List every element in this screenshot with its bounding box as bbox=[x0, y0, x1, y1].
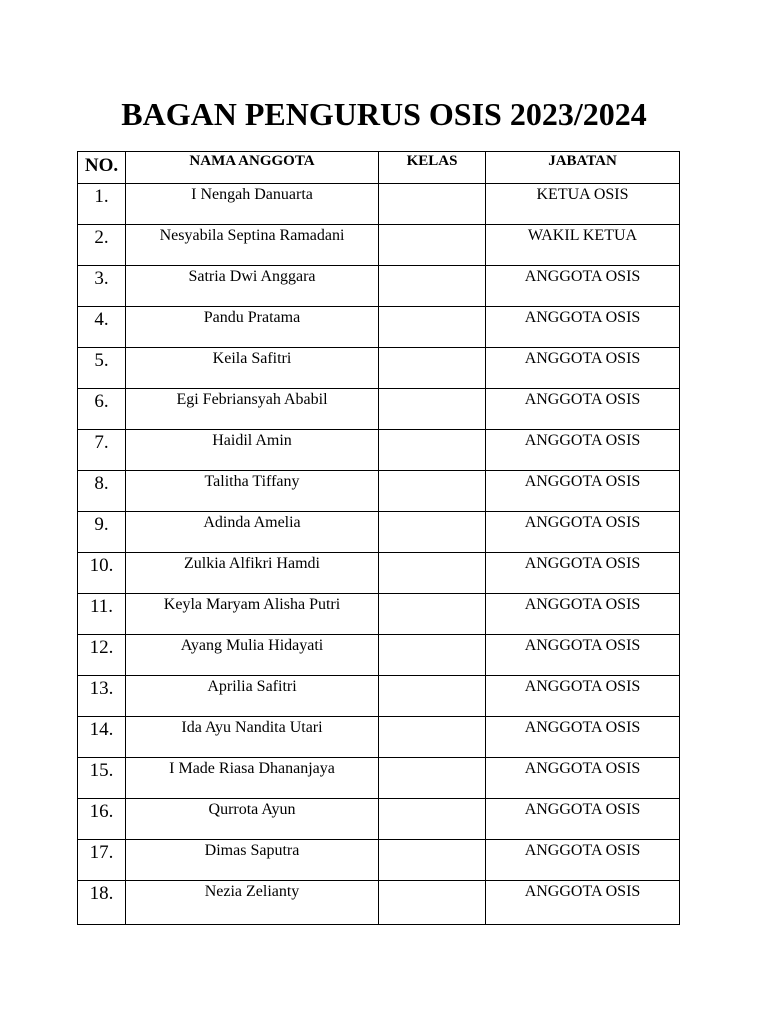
member-name: Keyla Maryam Alisha Putri bbox=[126, 594, 379, 635]
member-role: ANGGOTA OSIS bbox=[486, 512, 680, 553]
member-name: Haidil Amin bbox=[126, 430, 379, 471]
member-name: Ayang Mulia Hidayati bbox=[126, 635, 379, 676]
member-name: Talitha Tiffany bbox=[126, 471, 379, 512]
table-row bbox=[78, 225, 680, 266]
member-name: Egi Febriansyah Ababil bbox=[126, 389, 379, 430]
member-role: WAKIL KETUA bbox=[486, 225, 680, 266]
member-role: ANGGOTA OSIS bbox=[486, 266, 680, 307]
column-header-name: NAMA ANGGOTA bbox=[126, 152, 379, 184]
member-class bbox=[379, 635, 486, 676]
member-class bbox=[379, 553, 486, 594]
row-number: 18. bbox=[78, 881, 126, 925]
member-name: Satria Dwi Anggara bbox=[126, 266, 379, 307]
page-title: BAGAN PENGURUS OSIS 2023/2024 bbox=[121, 96, 647, 132]
member-name: Ida Ayu Nandita Utari bbox=[126, 717, 379, 758]
member-role: ANGGOTA OSIS bbox=[486, 635, 680, 676]
member-role: ANGGOTA OSIS bbox=[486, 840, 680, 881]
member-role: ANGGOTA OSIS bbox=[486, 389, 680, 430]
table-row bbox=[78, 799, 680, 840]
member-role: ANGGOTA OSIS bbox=[486, 881, 680, 925]
member-role: ANGGOTA OSIS bbox=[486, 553, 680, 594]
member-class bbox=[379, 717, 486, 758]
member-role: ANGGOTA OSIS bbox=[486, 676, 680, 717]
table-row bbox=[78, 758, 680, 799]
row-number: 6. bbox=[78, 389, 126, 430]
member-name: Nezia Zelianty bbox=[126, 881, 379, 925]
table-row bbox=[78, 676, 680, 717]
table-row bbox=[78, 389, 680, 430]
row-number: 2. bbox=[78, 225, 126, 266]
member-name: Nesyabila Septina Ramadani bbox=[126, 225, 379, 266]
member-class bbox=[379, 184, 486, 225]
member-role: ANGGOTA OSIS bbox=[486, 758, 680, 799]
row-number: 9. bbox=[78, 512, 126, 553]
member-name: Zulkia Alfikri Hamdi bbox=[126, 553, 379, 594]
member-class bbox=[379, 676, 486, 717]
member-class bbox=[379, 512, 486, 553]
row-number: 12. bbox=[78, 635, 126, 676]
table-row bbox=[78, 184, 680, 225]
table-row bbox=[78, 553, 680, 594]
member-name: Aprilia Safitri bbox=[126, 676, 379, 717]
member-role: ANGGOTA OSIS bbox=[486, 717, 680, 758]
table-body bbox=[78, 184, 680, 925]
member-name: Pandu Pratama bbox=[126, 307, 379, 348]
table-row bbox=[78, 266, 680, 307]
member-class bbox=[379, 471, 486, 512]
member-table bbox=[77, 151, 680, 925]
member-role: ANGGOTA OSIS bbox=[486, 594, 680, 635]
row-number: 10. bbox=[78, 553, 126, 594]
member-class bbox=[379, 266, 486, 307]
table-row bbox=[78, 471, 680, 512]
row-number: 17. bbox=[78, 840, 126, 881]
member-name: Qurrota Ayun bbox=[126, 799, 379, 840]
member-name: I Nengah Danuarta bbox=[126, 184, 379, 225]
column-header-role: JABATAN bbox=[486, 152, 680, 184]
table-row bbox=[78, 635, 680, 676]
table-row bbox=[78, 594, 680, 635]
member-class bbox=[379, 389, 486, 430]
member-name: I Made Riasa Dhananjaya bbox=[126, 758, 379, 799]
table-row bbox=[78, 717, 680, 758]
row-number: 11. bbox=[78, 594, 126, 635]
member-class bbox=[379, 881, 486, 925]
member-class bbox=[379, 594, 486, 635]
member-class bbox=[379, 307, 486, 348]
row-number: 16. bbox=[78, 799, 126, 840]
member-class bbox=[379, 758, 486, 799]
row-number: 4. bbox=[78, 307, 126, 348]
member-role: ANGGOTA OSIS bbox=[486, 307, 680, 348]
table-row bbox=[78, 840, 680, 881]
table-row bbox=[78, 430, 680, 471]
row-number: 13. bbox=[78, 676, 126, 717]
row-number: 7. bbox=[78, 430, 126, 471]
member-class bbox=[379, 799, 486, 840]
member-class bbox=[379, 348, 486, 389]
member-role: ANGGOTA OSIS bbox=[486, 348, 680, 389]
member-class bbox=[379, 430, 486, 471]
row-number: 15. bbox=[78, 758, 126, 799]
member-name: Keila Safitri bbox=[126, 348, 379, 389]
table-header bbox=[78, 152, 680, 184]
table-row bbox=[78, 307, 680, 348]
table-row bbox=[78, 512, 680, 553]
member-name: Adinda Amelia bbox=[126, 512, 379, 553]
row-number: 3. bbox=[78, 266, 126, 307]
row-number: 14. bbox=[78, 717, 126, 758]
row-number: 5. bbox=[78, 348, 126, 389]
column-header-no: NO. bbox=[78, 152, 126, 184]
column-header-class: KELAS bbox=[379, 152, 486, 184]
member-class bbox=[379, 225, 486, 266]
member-role: ANGGOTA OSIS bbox=[486, 471, 680, 512]
member-role: ANGGOTA OSIS bbox=[486, 430, 680, 471]
header-row bbox=[78, 152, 680, 184]
table-row bbox=[78, 881, 680, 925]
member-role: ANGGOTA OSIS bbox=[486, 799, 680, 840]
member-name: Dimas Saputra bbox=[126, 840, 379, 881]
row-number: 1. bbox=[78, 184, 126, 225]
row-number: 8. bbox=[78, 471, 126, 512]
member-class bbox=[379, 840, 486, 881]
member-role: KETUA OSIS bbox=[486, 184, 680, 225]
table-row bbox=[78, 348, 680, 389]
